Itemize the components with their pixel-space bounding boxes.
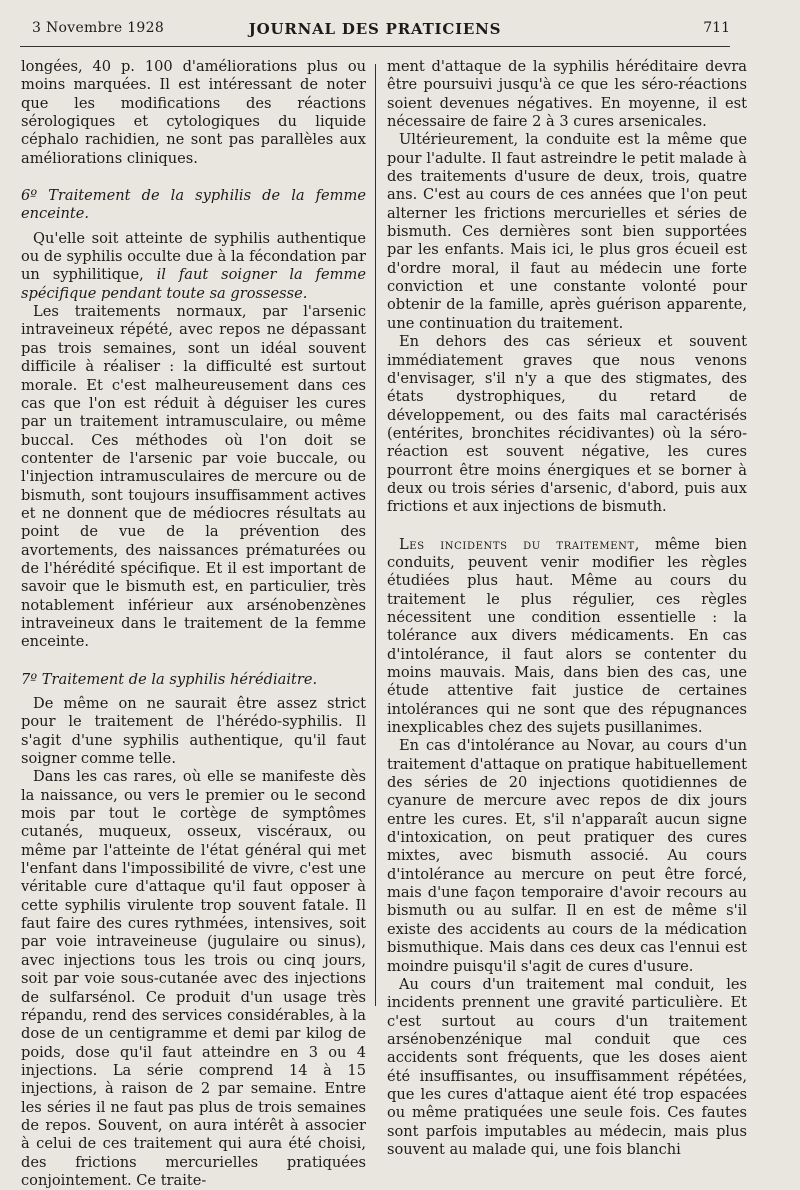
journal-title: JOURNAL DES PRATICIENS <box>248 20 502 38</box>
paragraph <box>21 230 366 303</box>
paragraph: En dehors des cas sérieux et souvent immédiatement graves que nous venons d'envisager, s'il n'y a que des stigmates, des états dystrophiques, du retard de développement, ou des faits mal caractérisés (entérites, bronchites récidivantes) où la séro-réaction est souvent négative, les cures pourront être moins énergiques et se borner à deux ou trois séries d'arsenic, d'abord, puis aux frictions et aux injections de bismuth. <box>387 333 747 516</box>
paragraph: En cas d'intolérance au Novar, au cours d'un traitement d'attaque on pratique habituellement des séries de 20 injections quotidiennes de cyanure de mercure avec repos de dix jours entre les cures. Et, s'il n'apparaît aucun signe d'intoxication, on peut pratiquer des cures mixtes, avec bismuth associé. Au cours d'intolérance au mercure on peut être forcé, mais d'une façon temporaire d'avoir recours au bismuth ou au sulfar. Il en est de même s'il existe des accidents au cours de la médication bismuthique. Mais dans ces deux cas l'ennui est moindre puisqu'il s'agit de cures d'usure. <box>387 737 747 975</box>
page-number: 711 <box>703 20 730 36</box>
section-heading-7: 7º Traitement de la syphilis hérédiaitre. <box>21 670 318 688</box>
issue-date: 3 Novembre 1928 <box>32 20 165 36</box>
paragraph-text: Qu'elle soit atteinte de syphilis authentique ou de syphilis occulte due à la fécondation par un syphilitique, <box>21 229 366 284</box>
paragraph: De même on ne saurait être assez strict pour le traitement de l'hérédo-syphilis. Il s'agit d'une syphilis authentique, qu'il faut soigner comme telle. <box>21 695 366 768</box>
paragraph-text: même bien conduits, peuvent venir modifier les règles étudiées plus haut. Même au cours du traitement le plus régulier, ces règles nécessitent une condition essentielle : la tolérance aux divers médicaments. En cas d'intolérance, il faut alors se contenter du moins mauvais. Mais, dans bien des cas, une étude attentive fait justice de certaines intolérances qui ne sont que des répugnances inexplicables chez des sujets pusillanimes. <box>387 535 747 737</box>
section-heading-6: 6º Traitement de la syphilis de la femme enceinte. <box>21 187 366 223</box>
right-column <box>387 58 747 1159</box>
page-header <box>20 18 730 47</box>
paragraph: Les traitements normaux, par l'arsenic intraveineux répété, avec repos ne dépassant pas trois semaines, sont un idéal souvent difficile à réaliser : la difficulté est surtout morale. Et c'est malheureusement dans ces cas que l'on est réduit à déguiser les cures par un traitement intramusculaire, ou même buccal. Ces méthodes où l'on doit se contenter de l'arsenic par voie buccale, ou l'injection intramusculaires de mercure ou de bismuth, sont toujours insuffisamment actives et ne donnent que de médiocres résultats au point de vue de la prévention des avortements, des naissances prématurées ou de l'hérédité spécifique. Et il est important de savoir que le bismuth est, en particulier, très notablement inférieur aux arsénobenzènes intraveineux dans le traitement de la femme enceinte. <box>21 303 366 651</box>
left-column <box>21 58 366 1190</box>
paragraph: Ultérieurement, la conduite est la même que pour l'adulte. Il faut astreindre le petit malade à des traitements d'usure de deux, trois, quatre ans. C'est au cours de ces années que l'on peut alterner les frictions mercurielles et séries de bismuth. Ces dernières sont bien supportées par les enfants. Mais ici, le plus gros écueil est d'ordre moral, il faut au médecin une forte conviction et une constante volonté pour obtenir de la famille, après guérison apparente, une continuation du traitement. <box>387 131 747 332</box>
paragraph <box>387 536 747 738</box>
paragraph: Dans les cas rares, où elle se manifeste dès la naissance, ou vers le premier ou le second mois par tout le cortège de symptômes cutanés, muqueux, osseux, viscéraux, ou même par l'atteinte de l'état général qui met l'enfant dans l'impossibilité de vivre, c'est une véritable cure d'attaque qu'il faut opposer à cette syphilis virulente trop souvent fatale. Il faut faire des cures rythmées, intensives, soit par voie intraveineuse (jugulaire ou sinus), avec injections tous les trois ou cinq jours, soit par voie sous-cutanée avec des injections de sulfarsénol. Ce produit d'un usage très répandu, rend des services considérables, à la dose de un centigramme et demi par kilog de poids, dose qu'il faut atteindre en 3 ou 4 injections. La série comprend 14 à 15 injections, à raison de 2 par semaine. Entre les séries il ne faut pas plus de trois semaines de repos. Souvent, on aura intérêt à associer à celui de ces traitement qui aura été choisi, des frictions mercurielles pratiquées conjointement. Ce traite- <box>21 768 366 1189</box>
emphasis-text: il faut soigner la femme spécifique pendant toute sa grossesse. <box>21 266 366 302</box>
section-lead: Les incidents du traitement, <box>399 535 640 553</box>
paragraph: ment d'attaque de la syphilis héréditaire devra être poursuivi jusqu'à ce que les séro-réactions soient devenues négatives. En moyenne, il est nécessaire de faire 2 à 3 cures arsenicales. <box>387 58 747 131</box>
column-divider <box>375 64 376 1006</box>
paragraph: Au cours d'un traitement mal conduit, les incidents prennent une gravité particulière. Et c'est surtout au cours d'un traitement arsénobenzénique mal conduit que ces accidents sont fréquents, que les doses aient été insuffisantes, ou insuffisamment répétées, que les cures d'attaque aient été trop espacées ou même pratiquées une seule fois. Ces fautes sont parfois imputables au médecin, mais plus souvent au malade qui, une fois blanchi <box>387 975 747 1158</box>
paragraph: longées, 40 p. 100 d'améliorations plus ou moins marquées. Il est intéressant de noter que les modifications des réactions sérologiques et cytologiques du liquide céphalo rachidien, ne sont pas parallèles aux améliorations cliniques. <box>21 58 366 167</box>
